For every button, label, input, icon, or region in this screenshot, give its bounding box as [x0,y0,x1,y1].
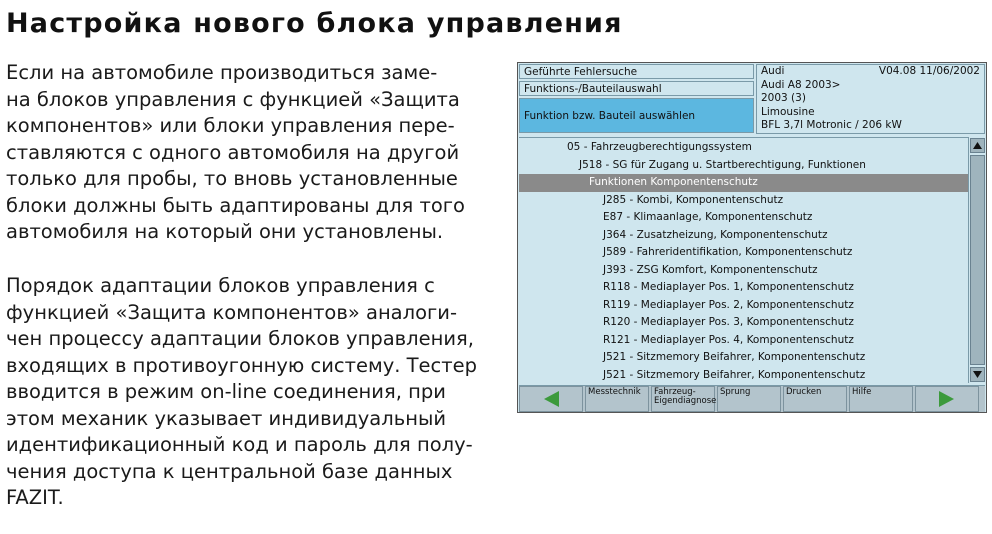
list-item[interactable]: J521 - Sitzmemory Beifahrer, Komponentenschutz [603,368,866,381]
self-diagnosis-button[interactable]: Fahrzeug- Eigendiagnose [651,386,715,412]
list-item[interactable]: E87 - Klimaanlage, Komponentenschutz [603,211,813,223]
arrow-right-icon [935,389,959,409]
list-item[interactable]: J285 - Kombi, Komponentenschutz [603,193,784,206]
paragraph-1-line: только для пробы, то вновь установленные [6,167,458,190]
forward-button[interactable] [915,386,979,412]
paragraph-2-line: идентификационный код и пароль для полу- [6,433,473,456]
help-button[interactable]: Hilfe [849,386,913,412]
back-button[interactable] [519,386,583,412]
paragraph-1-line: Если на автомобиле производиться заме- [6,61,438,84]
nav-function-component-selection[interactable]: Funktions-/Bauteilauswahl [519,81,754,96]
vehicle-make: Audi [761,65,785,77]
print-button[interactable]: Drucken [783,386,847,412]
nav-select-function-component[interactable]: Funktion bzw. Bauteil auswählen [519,98,754,133]
paragraph-1-line: ставляются с одного автомобиля на другой [6,140,460,164]
vehicle-info-panel [756,64,985,134]
paragraph-1-line: компонентов» или блоки управления пере- [6,114,455,137]
jump-button[interactable]: Sprung [717,386,781,412]
list-item[interactable]: J521 - Sitzmemory Beifahrer, Komponentenschutz [603,351,866,363]
paragraph-2 [6,273,506,512]
paragraph-1-line: на блоков управления с функцией «Защита [6,87,460,111]
list-item[interactable]: 05 - Fahrzeugberechtigungssystem [567,141,752,153]
paragraph-2-line: чения доступа к центральной базе данных [6,459,453,483]
vehicle-year: 2003 (3) [761,92,806,104]
list-item[interactable]: R118 - Mediaplayer Pos. 1, Komponentenschutz [603,281,854,293]
arrow-left-icon [539,389,563,409]
software-version: V04.08 11/06/2002 [878,65,980,77]
scroll-down-button[interactable] [970,367,985,382]
list-scrollbar[interactable] [968,137,986,383]
paragraph-2-line: входящих в противоугонную систему. Тестер [6,353,478,377]
list-item[interactable]: R120 - Mediaplayer Pos. 3, Komponentenschutz [603,316,854,328]
scroll-thumb[interactable] [970,155,985,365]
vehicle-engine: BFL 3,7l Motronic / 206 kW [761,119,902,131]
paragraph-1-line: блоки должны быть адаптированы для того [6,193,465,217]
arrow-up-icon [971,139,984,152]
function-list [519,137,968,384]
list-item[interactable]: J364 - Zusatzheizung, Komponentenschutz [603,228,828,241]
tester-screen [517,62,987,413]
nav-guided-fault-finding[interactable]: Geführte Fehlersuche [519,64,754,79]
paragraph-2-line: FAZIT. [6,486,64,509]
list-item[interactable]: J518 - SG für Zugang u. Startberechtigung, Funktionen [579,158,866,171]
measurement-button[interactable]: Messtechnik [585,386,649,412]
vehicle-model: Audi A8 2003> [761,78,841,91]
bottom-toolbar [519,385,985,412]
paragraph-2-line: вводится в режим on-line соединения, при [6,380,446,403]
paragraph-1 [6,60,506,246]
paragraph-2-line: этом механик указывает индивидуальный [6,406,447,430]
arrow-down-icon [971,368,984,381]
list-item[interactable]: J589 - Fahreridentifikation, Komponentenschutz [603,246,853,258]
list-item[interactable]: R119 - Mediaplayer Pos. 2, Komponentenschutz [603,298,854,311]
list-item[interactable]: J393 - ZSG Komfort, Komponentenschutz [603,263,818,276]
vehicle-body: Limousine [761,105,815,118]
list-item[interactable]: R121 - Mediaplayer Pos. 4, Komponentenschutz [603,333,854,346]
header-navigation [519,64,754,133]
paragraph-2-line: Порядок адаптации блоков управления с [6,274,435,297]
list-item-selected[interactable]: Funktionen Komponentenschutz [519,174,968,192]
paragraph-2-line: чен процессу адаптации блоков управления, [6,327,474,350]
page-title: Настройка нового блока управления [6,8,623,39]
scroll-up-button[interactable] [970,138,985,153]
paragraph-1-line: автомобиля на который они установлены. [6,220,444,243]
paragraph-2-line: функцией «Защита компонентов» аналоги- [6,300,457,324]
